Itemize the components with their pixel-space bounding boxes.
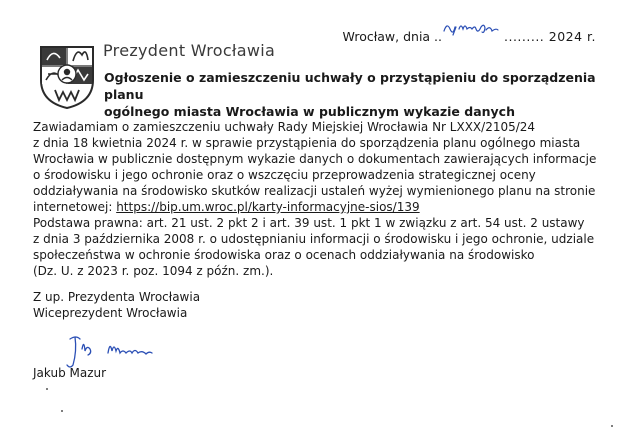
body-line: Wrocławia w publicznie dostępnym wykazie danych o dokumentach zawierających informacje — [33, 152, 597, 166]
legal-basis-line: społeczeństwa w ochronie środowiska oraz o ocenach oddziaływania na środowisko — [33, 248, 535, 262]
signature-line-1: Z up. Prezydenta Wrocławia — [33, 290, 201, 304]
body-line: Zawiadamiam o zamieszczeniu uchwały Rady Miejskiej Wrocławia Nr LXXX/2105/24 — [33, 120, 536, 134]
legal-basis-line: Podstawa prawna: art. 21 ust. 2 pkt 2 i art. 39 ust. 1 pkt 1 w związku z art. 54 ust. 2 ustawy — [33, 216, 585, 230]
signature-line-2: Wiceprezydent Wrocławia — [33, 306, 188, 320]
scan-speck — [611, 425, 613, 427]
signature-block — [33, 289, 200, 321]
coat-of-arms-icon — [38, 44, 96, 110]
scan-speck — [46, 388, 48, 390]
body-line: o środowisku i jego ochronie oraz o wszczęciu przeprowadzenia strategicznej oceny — [33, 168, 536, 182]
org-name: Prezydent Wrocławia — [103, 41, 276, 60]
title-line-2: ogólnego miasta Wrocławia w publicznym wykazie danych — [104, 104, 515, 119]
scan-speck — [61, 410, 63, 412]
announcement-title — [104, 69, 604, 120]
date-suffix: ......... 2024 r. — [504, 29, 596, 44]
link-prefix: internetowej: — [33, 200, 117, 214]
date-prefix: Wrocław, dnia .. — [342, 29, 443, 44]
sios-card-link[interactable]: https://bip.um.wroc.pl/karty-informacyjne-sios/139 — [116, 200, 420, 214]
body-line-with-link — [33, 199, 603, 215]
announcement-body — [33, 119, 603, 279]
legal-basis-line: (Dz. U. z 2023 r. poz. 1094 z późn. zm.). — [33, 264, 274, 278]
body-line: z dnia 18 kwietnia 2024 r. w sprawie przystąpienia do sporządzenia planu ogólnego miasta — [33, 136, 581, 150]
body-line: oddziaływania na środowisko skutków realizacji ustaleń wyżej wymienionego planu na stronie — [33, 184, 596, 198]
handwritten-date — [442, 27, 504, 41]
date-line — [343, 27, 596, 44]
signatory-name: Jakub Mazur — [33, 366, 107, 380]
title-line-1: Ogłoszenie o zamieszczeniu uchwały o przystąpieniu do sporządzenia planu — [104, 70, 596, 102]
legal-basis-line: z dnia 3 października 2008 r. o udostępnianiu informacji o środowisku i jego ochronie, udziale — [33, 232, 595, 246]
